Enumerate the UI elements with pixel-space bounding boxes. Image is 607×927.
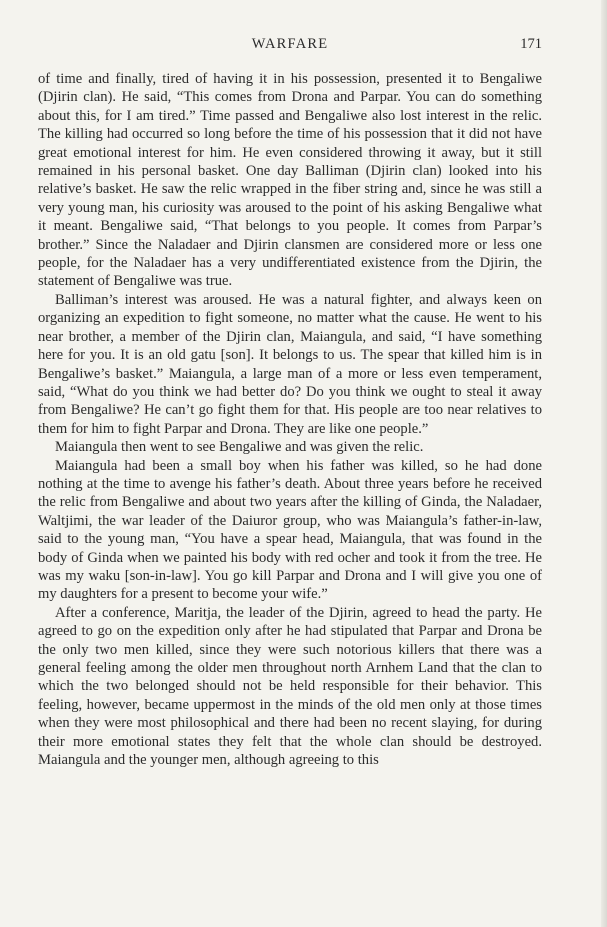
body-text <box>38 70 542 769</box>
page-number: 171 <box>520 36 542 52</box>
paragraph-5: After a conference, Maritja, the leader of the Djirin, agreed to head the party. He agreed to go on the expedition only after he had stipulated that Parpar and Drona be the only two men killed, since they were such notorious killers that there was a general feeling among the older men throughout north Arnhem Land that the clan to which the two belonged should not be held responsible for their behavior. This feeling, however, became uppermost in the minds of the old men only at those times when they were most philosophical and there had been no recent slaying, for during their more emotional states they felt that the whole clan should be destroyed. Maiangula and the younger men, although agreeing to this <box>38 604 542 769</box>
running-head: WARFARE <box>251 36 329 52</box>
paragraph-2: Balliman’s interest was aroused. He was a natural fighter, and always keen on organizing an expedition to fight someone, no matter what the cause. He went to his near brother, a member of the Djirin clan, Maiangula, and said, “I have something here for you. It is an old gatu [son]. It belongs to us. The spear that killed him is in Bengaliwe’s basket.” Maiangula, a large man of a more or less even temperament, said, “What do you think we had better do? Do you think we ought to steal it away from Bengaliwe? He can’t go fight them for that. His people are too near relatives to them for him to fight Parpar and Drona. They are like one people.” <box>38 291 542 437</box>
paragraph-1: of time and finally, tired of having it in his possession, presented it to Bengaliwe (Djirin clan). He said, “This comes from Drona and Parpar. You can do something about this, for I am tired.” Time passed and Bengaliwe also lost interest in the relic. The killing had occurred so long before the time of his possession that it did not have great emotional interest for him. He even considered throwing it away, but it still remained in his personal basket. One day Balliman (Djirin clan) looked into his relative’s basket. He saw the relic wrapped in the fiber string and, since he was still a very young man, his curiosity was aroused to the point of his asking Bengaliwe what it meant. Bengaliwe said, “That belongs to you people. It comes from Parpar’s brother.” Since the Naladaer and Djirin clansmen are considered more or less one people, for the Naladaer has a very undifferentiated existence from the Djirin, the statement of Bengaliwe was true. <box>38 71 542 290</box>
page-header <box>38 36 542 58</box>
paragraph-4: Maiangula had been a small boy when his father was killed, so he had done nothing at the time to avenge his father’s death. About three years before he received the relic from Bengaliwe and about two years after the killing of Ginda, the Naladaer, Waltjimi, the war leader of the Daiuror group, who was Maiangula’s father-in-law, said to the young man, “You have a spear head, Maiangula, that was found in the body of Ginda when we painted his body with red ocher and took it from the tree. He was my waku [son-in-law]. You go kill Parpar and Drona and I will give you one of my daughters for a present to become your wife.” <box>38 457 542 603</box>
page-edge-shadow <box>601 0 607 927</box>
paragraph-3: Maiangula then went to see Bengaliwe and was given the relic. <box>55 439 424 456</box>
